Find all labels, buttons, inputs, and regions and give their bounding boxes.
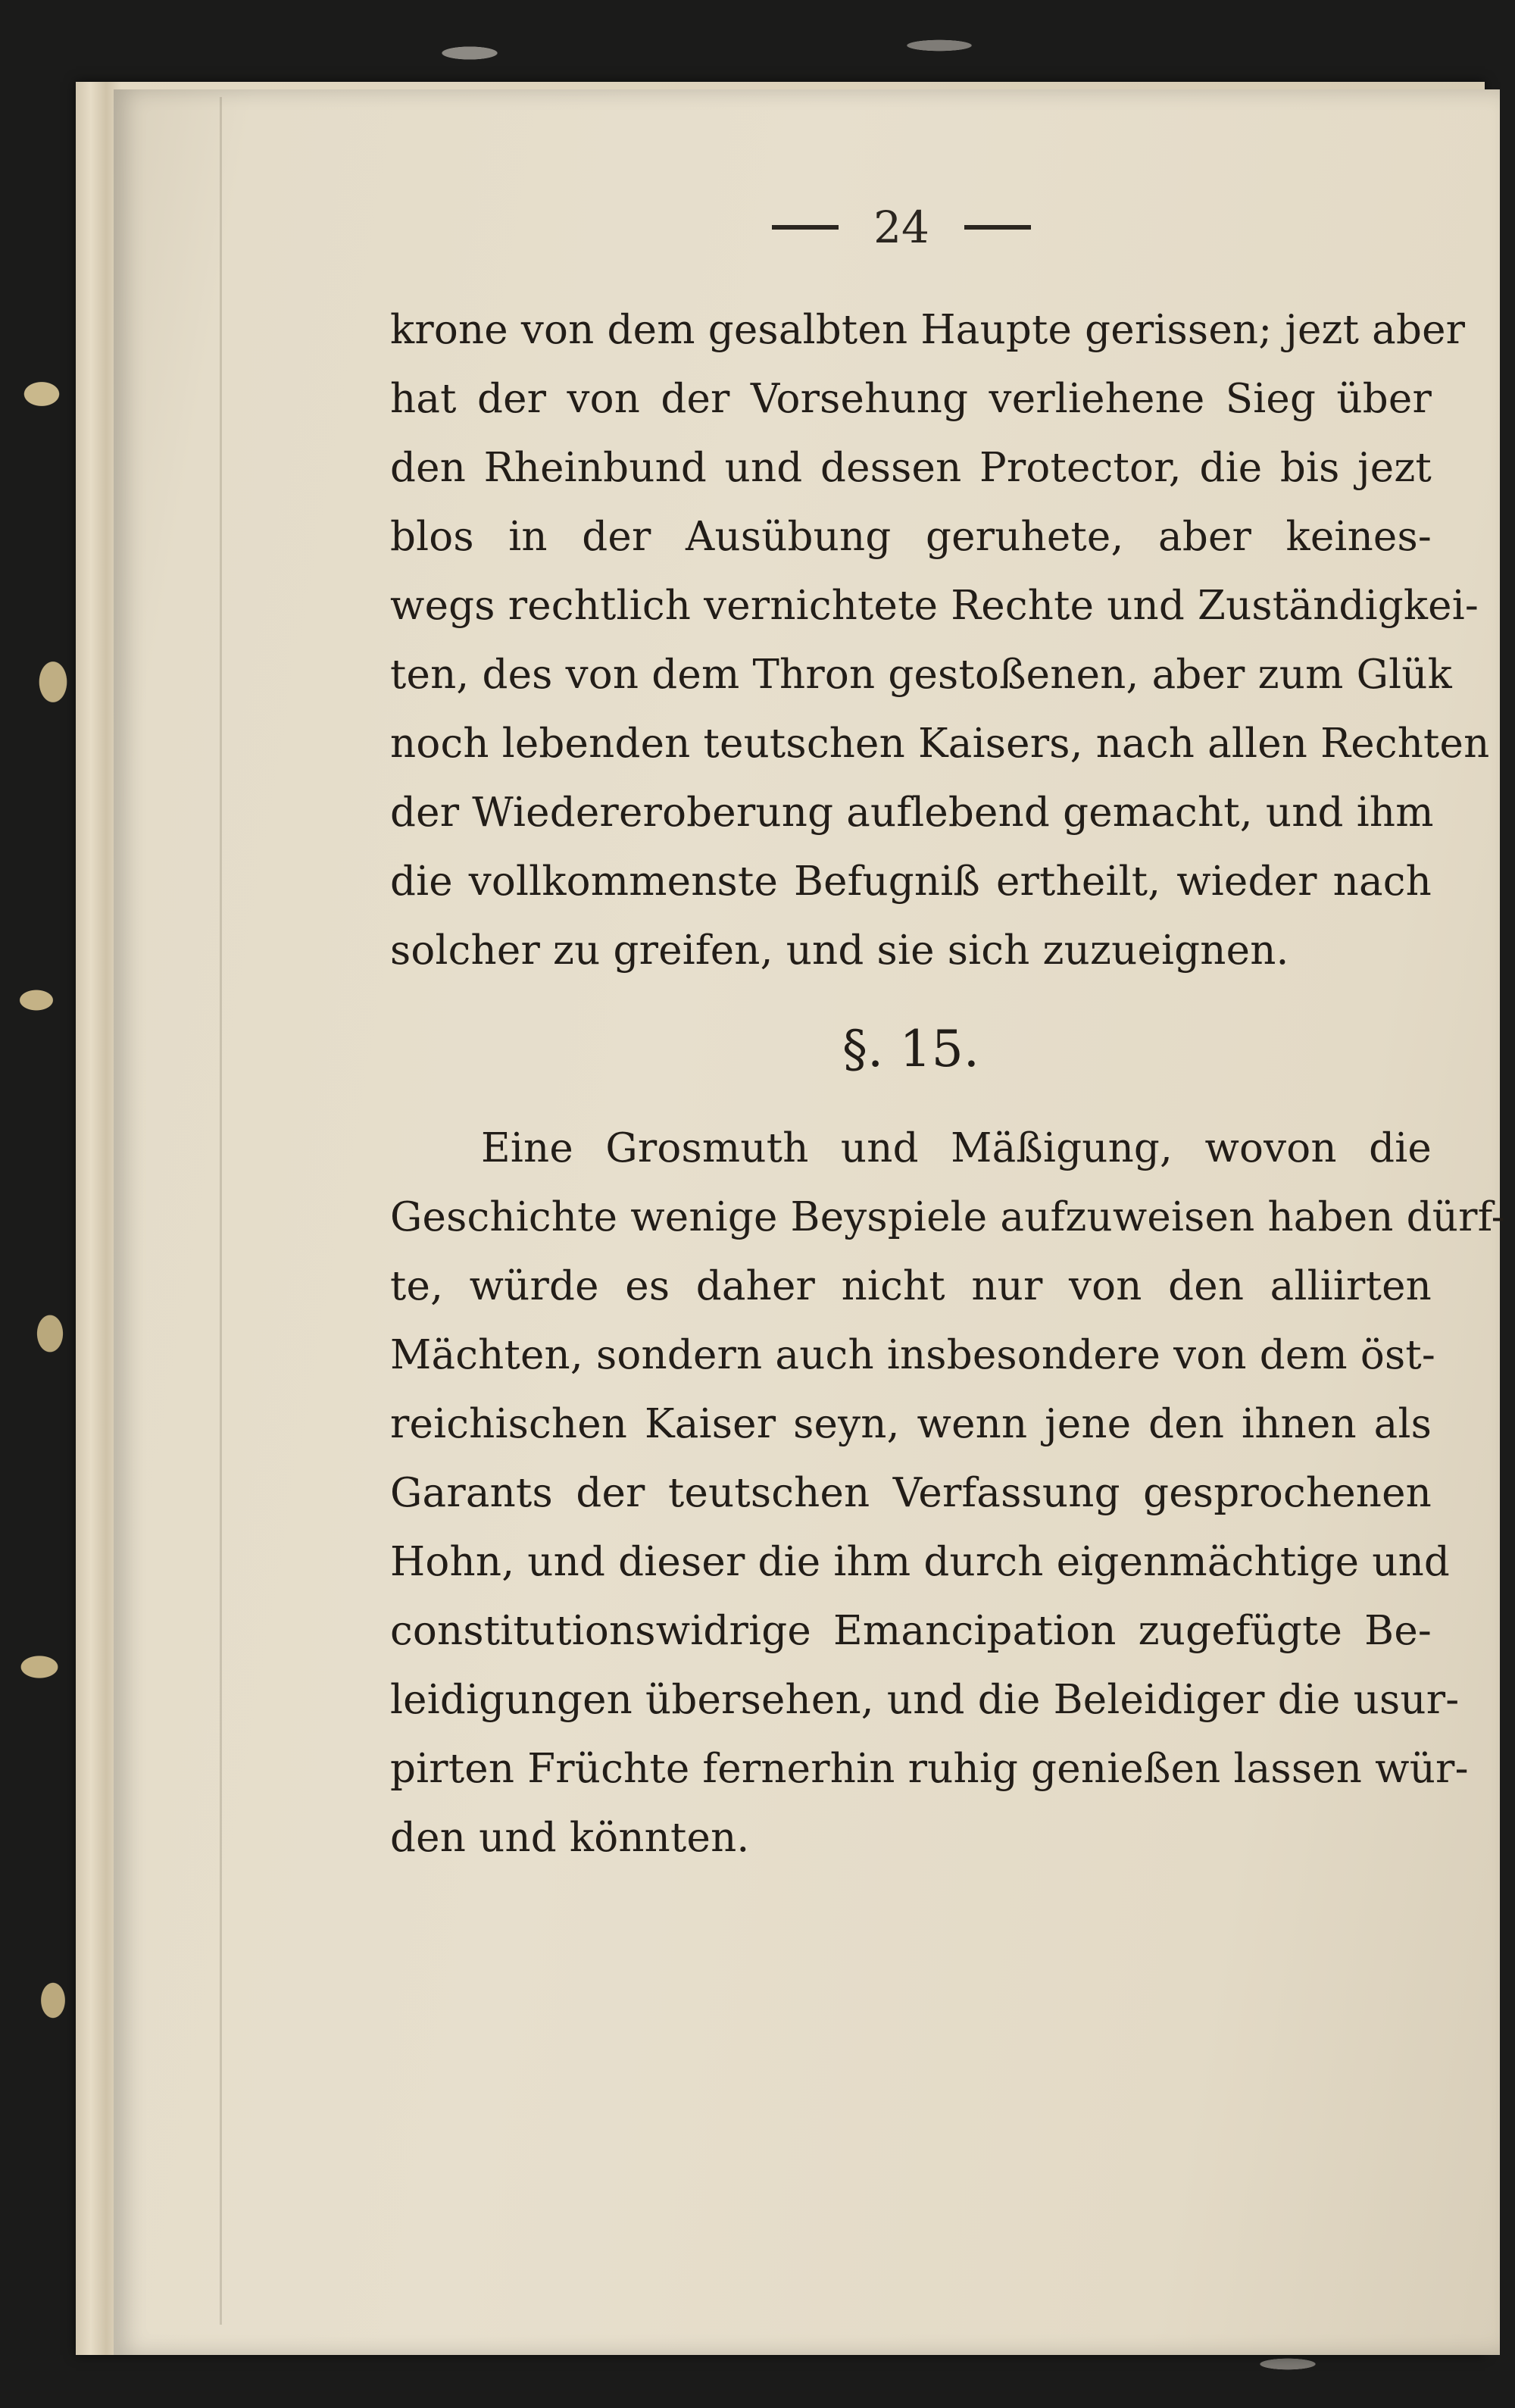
header-right-dash — [964, 225, 1031, 230]
text-line: solcher zu greifen, und sie sich zuzueignen. — [390, 927, 1289, 974]
text-line: pirten Früchte fernerhin ruhig genießen lassen wür- — [390, 1746, 1469, 1792]
header-left-dash — [772, 225, 839, 230]
text-line: Garants der teutschen Verfassung gesprochenen — [390, 1470, 1432, 1516]
text-line: Geschichte wenige Beyspiele aufzuweisen haben dürf- — [390, 1194, 1505, 1240]
text-line: Mächten, sondern auch insbesondere von dem öst- — [390, 1332, 1436, 1378]
section-heading: §. 15. — [842, 1020, 980, 1078]
text-line: die vollkommenste Befugniß ertheilt, wieder nach — [390, 858, 1432, 905]
text-line: blos in der Ausübung geruhete, aber keines- — [390, 514, 1432, 560]
text-line: den und könnten. — [390, 1815, 750, 1861]
text-line: constitutionswidrige Emancipation zugefügte Be- — [390, 1608, 1432, 1654]
text-line: ten, des von dem Thron gestoßenen, aber zum Glük — [390, 652, 1452, 698]
gutter-shadow — [220, 97, 222, 2325]
page-number: 24 — [873, 202, 929, 253]
paragraph-2 — [390, 1114, 1505, 1872]
text-line: noch lebenden teutschen Kaisers, nach allen Rechten — [390, 721, 1490, 767]
text-line: Eine Grosmuth und Mäßigung, wovon die — [481, 1125, 1432, 1171]
page-header — [742, 193, 1060, 261]
text-line: krone von dem gesalbten Haupte gerissen; jezt aber — [390, 307, 1466, 353]
text-line: hat der von der Vorsehung verliehene Sieg über — [390, 376, 1432, 422]
text-line: der Wiedereroberung auflebend gemacht, und ihm — [390, 790, 1434, 836]
paragraph-1 — [390, 296, 1490, 985]
text-line: leidigungen übersehen, und die Beleidiger die usur- — [390, 1677, 1460, 1723]
page-body — [390, 296, 1505, 1872]
text-line: wegs rechtlich vernichtete Rechte und Zuständigkei- — [390, 583, 1479, 629]
text-line: te, würde es daher nicht nur von den alliirten — [390, 1263, 1432, 1309]
text-line: reichischen Kaiser seyn, wenn jene den ihnen als — [390, 1401, 1432, 1447]
text-line: den Rheinbund und dessen Protector, die bis jezt — [390, 445, 1432, 491]
text-line: Hohn, und dieser die ihm durch eigenmächtige und — [390, 1539, 1451, 1585]
